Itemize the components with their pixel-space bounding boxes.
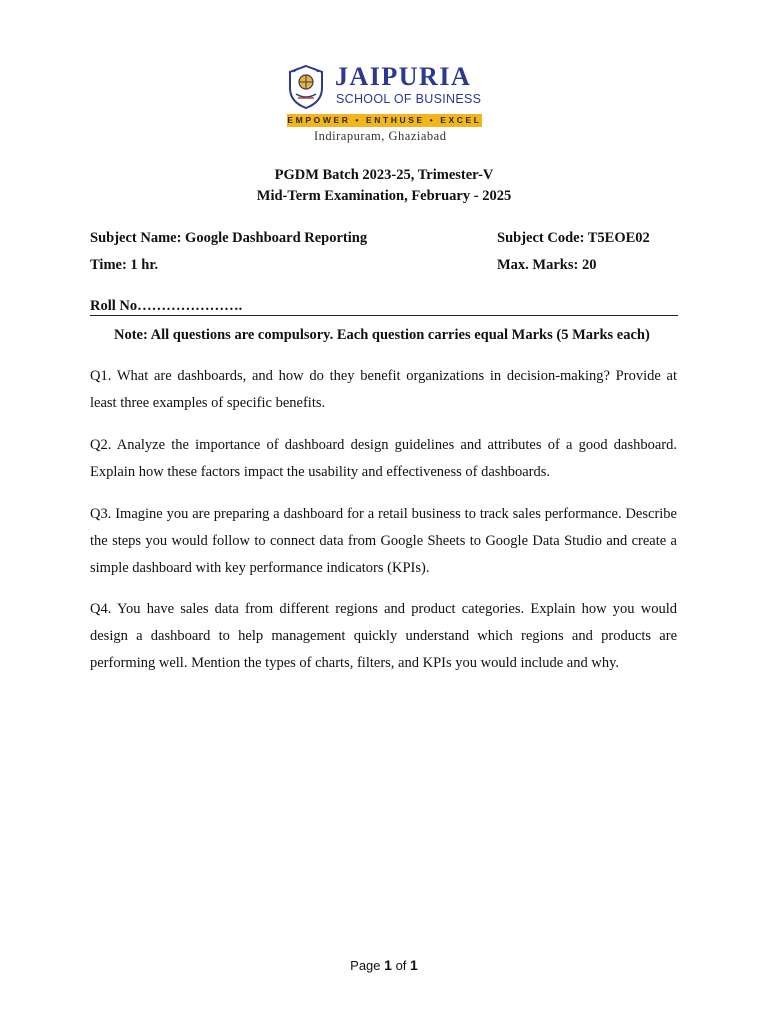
brand-subtitle: SCHOOL OF BUSINESS xyxy=(336,92,482,106)
page-current: 1 xyxy=(384,957,392,973)
campus-location: Indirapuram, Ghaziabad xyxy=(314,129,447,143)
question-1: Q1. What are dashboards, and how do they benefit organizations in decision-making? Provide at least three examples of specific benefits. xyxy=(90,368,677,411)
jaipuria-logo xyxy=(286,62,486,146)
exam-time: Time: 1 hr. xyxy=(90,257,159,273)
crest-icon xyxy=(286,64,326,110)
question-3: Q3. Imagine you are preparing a dashboard for a retail business to track sales performance. Describe the steps you would follow to connect data from Google Sheets to Google Data Studio and create a simple dashboard with key performance indicators (KPIs). xyxy=(90,506,677,576)
brand-name: JAIPURIA xyxy=(335,62,472,91)
divider-line xyxy=(90,315,678,316)
roll-number: Roll No…………………. xyxy=(90,298,243,314)
page-footer xyxy=(0,957,768,973)
question-2: Q2. Analyze the importance of dashboard design guidelines and attributes of a good dashboard. Explain how these factors impact the usability and effectiveness of dashboards. xyxy=(90,437,677,480)
subject-code: Subject Code: T5EOE02 xyxy=(497,230,650,246)
question-4: Q4. You have sales data from different regions and product categories. Explain how you would design a dashboard to help management quickly understand which regions and products are performing well. Mention the types of charts, filters, and KPIs you would include and why. xyxy=(90,601,677,671)
max-marks: Max. Marks: 20 xyxy=(497,257,597,273)
batch-heading: PGDM Batch 2023-25, Trimester-V xyxy=(274,167,494,183)
instructions-note: Note: All questions are compulsory. Each question carries equal Marks (5 Marks each) xyxy=(114,327,650,343)
exam-heading: Mid-Term Examination, February - 2025 xyxy=(256,188,512,204)
brand-tagline: EMPOWER • ENTHUSE • EXCEL xyxy=(287,115,482,125)
subject-name: Subject Name: Google Dashboard Reporting xyxy=(90,230,368,246)
page-total: 1 xyxy=(410,957,418,973)
of-word: of xyxy=(395,958,407,973)
page-word: Page xyxy=(350,958,381,973)
